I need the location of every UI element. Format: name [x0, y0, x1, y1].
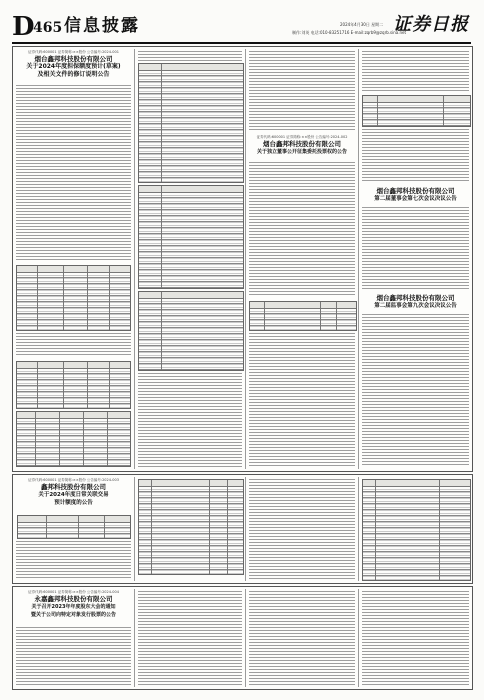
issue-date: 2024年4月30日 星期二: [340, 22, 384, 27]
data-table: [16, 411, 131, 467]
headline-block: [360, 187, 471, 203]
notice-title: 预计额度的公告: [54, 500, 93, 506]
notice-title: 关于召开2023年年度股东大会的通知: [31, 604, 116, 610]
data-table: [138, 63, 244, 183]
column-divider: [245, 477, 246, 581]
editor-contact: 制作:刘英 电话:010-83251716 E-mail:zqrb9@zqrb.sina.net: [292, 30, 407, 35]
body-text: [16, 333, 131, 357]
body-text: [362, 129, 469, 183]
data-table: [362, 479, 471, 581]
body-text: [249, 333, 355, 467]
body-text: [249, 51, 355, 131]
body-text: [362, 207, 469, 291]
notice-meta: 证券代码:600001 证券简称:××股份 公告编号:2024-001: [28, 50, 119, 54]
data-table: [16, 265, 131, 331]
data-table: [138, 185, 244, 289]
body-text: [138, 373, 242, 467]
notice-title: 关于2024年度担保额度预计(草案): [26, 63, 121, 70]
body-text: [16, 627, 131, 685]
middle-announcement-panel: [12, 474, 473, 584]
column-divider: [134, 589, 135, 687]
body-text: [362, 51, 469, 91]
notice-meta: 证券代码:600001 证券简称:××股份 公告编号:2024-003: [28, 478, 119, 482]
top-announcement-panel: [12, 46, 473, 472]
column-divider: [358, 477, 359, 581]
data-table: [138, 291, 244, 371]
section-letter: D: [12, 12, 35, 42]
notice-title: 暨关于公司向特定对象发行股票的公告: [30, 612, 116, 618]
newspaper-logo: 证券日报: [393, 14, 469, 35]
company-name: 烟台鑫邦科技股份有限公司: [263, 140, 341, 148]
headline-block: [360, 294, 471, 310]
column-divider: [134, 49, 135, 469]
body-text: [138, 591, 242, 685]
data-table: [362, 95, 471, 127]
masthead-rule: [12, 42, 471, 44]
data-table: [17, 515, 131, 539]
company-name: 鑫邦科技股份有限公司: [41, 483, 106, 491]
bottom-announcement-panel: [12, 586, 473, 690]
notice-title: 关于2024年度日常关联交易: [38, 492, 109, 498]
notice-meta: 证券代码:600001 证券简称:××股份 公告编号:2024-002: [256, 135, 348, 139]
headline-block: [15, 590, 132, 619]
body-text: [249, 479, 355, 579]
company-name: 永嘉鑫邦科技股份有限公司: [34, 595, 113, 603]
notice-title: 第二届董事会第七次会议决议公告: [374, 196, 457, 202]
headline-block: [15, 50, 132, 79]
data-table: [16, 361, 131, 409]
body-text: [16, 541, 131, 579]
notice-title: 及相关文件的修订说明公告: [37, 71, 110, 78]
body-text: [249, 162, 355, 297]
column-divider: [358, 589, 359, 687]
headline-block: [15, 478, 132, 507]
headline-block: [247, 135, 357, 156]
data-table: [138, 479, 244, 575]
body-text: [249, 591, 355, 685]
column-divider: [245, 589, 246, 687]
company-name: 烟台鑫邦科技股份有限公司: [376, 187, 455, 195]
page-number: 465: [33, 20, 63, 36]
column-divider: [134, 477, 135, 581]
notice-title: 关于独立董事公开征集委托投票权的公告: [256, 149, 347, 155]
body-text: [362, 591, 469, 685]
body-text: [362, 314, 469, 467]
company-name: 烟台鑫邦科技股份有限公司: [34, 55, 113, 63]
column-divider: [245, 49, 246, 469]
body-text: [138, 51, 242, 61]
masthead: [0, 0, 484, 44]
data-table: [249, 301, 357, 331]
column-divider: [358, 49, 359, 469]
company-name: 烟台鑫邦科技股份有限公司: [376, 294, 455, 302]
notice-title: 第二届监事会第九次会议决议公告: [374, 303, 457, 309]
notice-meta: 证券代码:600001 证券简称:××股份 公告编号:2024-004: [28, 590, 119, 594]
body-text: [16, 85, 131, 261]
section-title: 信息披露: [64, 16, 140, 36]
